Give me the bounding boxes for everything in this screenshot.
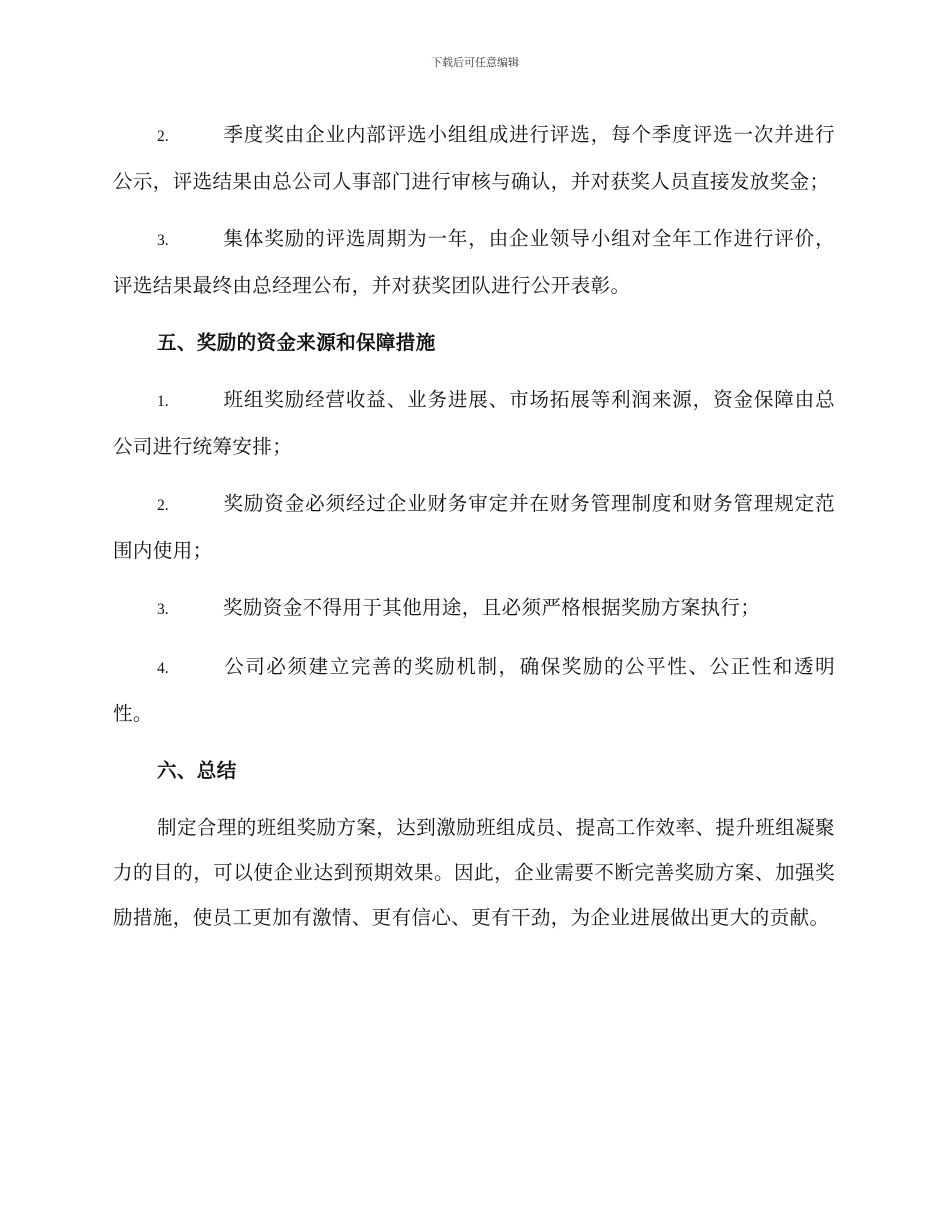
section-heading: 六、总结 bbox=[157, 759, 237, 782]
section-heading: 五、奖励的资金来源和保障措施 bbox=[157, 331, 436, 354]
page-header: 下载后可任意编辑 bbox=[431, 56, 519, 69]
list-item bbox=[113, 644, 835, 736]
list-item bbox=[113, 112, 835, 204]
list-item-number: 4. bbox=[157, 660, 169, 677]
list-item bbox=[113, 216, 835, 308]
list-item bbox=[113, 481, 835, 573]
summary-paragraph: 制定合理的班组奖励方案，达到激励班组成员、提高工作效率、提升班组凝聚力的目的，可以使企业达到预期效果。因此，企业需要不断完善奖励方案、加强奖励措施，使员工更加有激情、更有信心、更有干劲，为企业进展做出更大的贡献。 bbox=[113, 816, 835, 929]
list-item bbox=[113, 377, 835, 469]
list-item bbox=[113, 585, 835, 632]
list-item-number: 3. bbox=[157, 601, 169, 618]
list-item-text: 奖励资金必须经过企业财务审定并在财务管理制度和财务管理规定范围内使用； bbox=[113, 492, 835, 562]
list-item-text: 班组奖励经营收益、业务进展、市场拓展等利润来源，资金保障由总公司进行统筹安排； bbox=[113, 388, 835, 458]
list-item-text: 季度奖由企业内部评选小组组成进行评选，每个季度评选一次并进行公示，评选结果由总公司人事部门进行审核与确认，并对获奖人员直接发放奖金； bbox=[113, 123, 835, 193]
list-item-number: 1. bbox=[157, 393, 169, 410]
list-item-text: 集体奖励的评选周期为一年，由企业领导小组对全年工作进行评价，评选结果最终由总经理公布，并对获奖团队进行公开表彰。 bbox=[113, 227, 835, 297]
list-item-text: 公司必须建立完善的奖励机制，确保奖励的公平性、公正性和透明性。 bbox=[113, 655, 835, 725]
document-body bbox=[113, 112, 835, 952]
list-item-text: 奖励资金不得用于其他用途，且必须严格根据奖励方案执行； bbox=[223, 596, 761, 619]
list-item-number: 3. bbox=[157, 232, 169, 249]
list-item-number: 2. bbox=[157, 497, 169, 514]
list-item-number: 2. bbox=[157, 128, 169, 145]
